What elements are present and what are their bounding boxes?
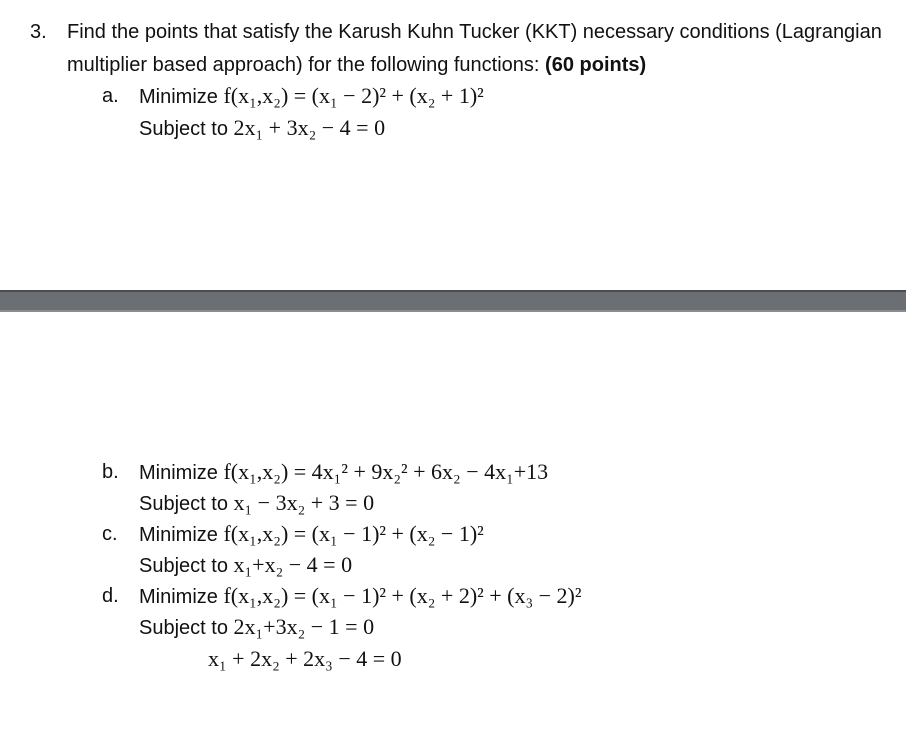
part-d-label: d. bbox=[102, 585, 119, 607]
part-b-label: b. bbox=[102, 461, 119, 483]
question-intro-line1: Find the points that satisfy the Karush Kuhn Tucker (KKT) necessary conditions (Lagrangian bbox=[67, 21, 882, 43]
question-points: (60 points) bbox=[545, 54, 647, 76]
question-intro-line2: multiplier based approach) for the following functions: bbox=[67, 54, 546, 76]
part-b-minimize: Minimize bbox=[139, 462, 224, 484]
question-intro-line2-row bbox=[67, 51, 646, 79]
part-d-minimize: Minimize bbox=[139, 586, 224, 608]
part-b-objective: f(x₁,x₂) = 4x₁² + 9x₂² + 6x₂ − 4x₁+13 bbox=[223, 459, 549, 484]
part-c-label: c. bbox=[102, 523, 118, 545]
part-a-minimize: Minimize bbox=[139, 86, 224, 108]
part-b-subject: Subject to bbox=[139, 493, 234, 515]
part-c-objective: f(x₁,x₂) = (x₁ − 1)² + (x₂ − 1)² bbox=[223, 521, 484, 546]
part-d-objective: f(x₁,x₂) = (x₁ − 1)² + (x₂ + 2)² + (x₃ − 2)² bbox=[223, 583, 582, 608]
part-a-label: a. bbox=[102, 85, 119, 107]
part-a-constraint: 2x₁ + 3x₂ − 4 = 0 bbox=[233, 115, 386, 140]
part-d-subject: Subject to bbox=[139, 617, 234, 639]
part-d-constraint2-row bbox=[208, 645, 402, 674]
part-b-constraint: x₁ − 3x₂ + 3 = 0 bbox=[233, 490, 375, 515]
part-d-constraint1-row bbox=[139, 613, 374, 642]
part-a-objective: f(x₁,x₂) = (x₁ − 2)² + (x₂ + 1)² bbox=[223, 83, 484, 108]
page-divider bbox=[0, 290, 906, 312]
part-b-constraint-row bbox=[139, 489, 374, 518]
part-c-minimize: Minimize bbox=[139, 524, 224, 546]
part-a-constraint-row bbox=[139, 114, 385, 143]
part-d-constraint2: x₁ + 2x₂ + 2x₃ − 4 = 0 bbox=[208, 646, 402, 671]
question-number: 3. bbox=[30, 21, 47, 43]
part-d-constraint1: 2x₁+3x₂ − 1 = 0 bbox=[233, 614, 375, 639]
part-c-constraint-row bbox=[139, 551, 352, 580]
part-c-subject: Subject to bbox=[139, 555, 234, 577]
part-a-subject: Subject to bbox=[139, 118, 234, 140]
part-c-constraint: x₁+x₂ − 4 = 0 bbox=[233, 552, 353, 577]
